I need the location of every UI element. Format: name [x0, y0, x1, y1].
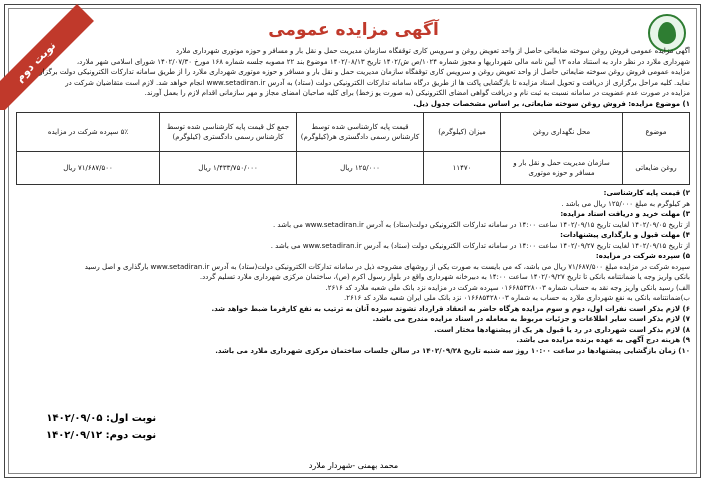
table-header: میزان (کیلوگرم) — [424, 113, 501, 152]
table-header: موضوع — [623, 113, 690, 152]
table-cell: ۱۲۵/۰۰۰ ریال — [297, 152, 424, 185]
table-header: قیمت پایه کارشناسی شده توسط کارشناس رسمی دادگستری هر(کیلوگرم) — [297, 113, 424, 152]
purchase-deadline-text: از تاریخ ۱۴۰۲/۰۹/۰۵ لغایت تاریخ ۱۴۰۲/۰۹/۱۵ ساعت ۱۴:۰۰ در سامانه تدارکات الکترونیکی دولت(ستاد) به آدرس www.setadiran.ir می باشد . — [272, 220, 690, 229]
auction-table — [16, 112, 690, 185]
condition-item: ۸) لازم بذکر است شهرداری در رد یا قبول هر یک از پیشنهادها مختار است. — [434, 325, 690, 334]
section-base-price: ۲) قیمت پایه کارشناسی: — [603, 189, 690, 197]
notice-title: آگهی مزایده عمومی — [268, 20, 439, 40]
condition-item: ۱۰) زمان بازگشایی پیشنهادها در ساعت ۱۰:۰۰ روز سه شنبه تاریخ ۱۴۰۲/۰۹/۲۸ در سالن جلسات ساختمان مرکزی شهرداری ملارد می باشد. — [215, 346, 690, 355]
base-price-text: هر کیلوگرم به مبلغ ۱۲۵/۰۰۰ ریال می باشد . — [561, 199, 690, 208]
intro-line: نماید. کلیه مراحل برگزاری از دریافت و تحویل اسناد مزایده تا بازگشایی پاکت ها از طریق درگاه سامانه تدارکات الکترونیکی دولت (ستاد) به آدرس www.setadiran.ir انجام خواهد شد. لازم است متقاضیان شرکت در — [65, 78, 690, 87]
intro-line: آگهی مزایده عمومی فروش روغن سوخته ضایعاتی حاصل از واحد تعویض روغن و سرویس کاری توقفگاه سازمان مدیریت حمل و نقل بار و مسافر و حوزه موتوری شهرداری ملارد — [175, 47, 690, 55]
condition-item: ۶) لازم بذکر است نفرات اول، دوم و سوم مزایده هرگاه حاضر به انعقاد قرارداد نشوند سپرده آنان به ترتیب به نفع کارفرما ضبط خواهد شد. — [211, 304, 690, 313]
first-round-date: نوبت اول: ۱۴۰۲/۰۹/۰۵ — [46, 413, 157, 424]
signature: محمد بهمنی -شهردار ملارد — [308, 461, 399, 470]
section-deposit: ۵) سپرده شرکت در مزایده: — [595, 252, 690, 260]
intro-line: مزایده در صورت عدم عضویت در سامانه نسبت به ثبت نام و دریافت گواهی امضای الکترونیکی (به صورت یو زخط) برای کلیه صاحبان امضای مجاز و مهر سازمانی اقدام لازم را بعمل آورند. — [144, 89, 690, 97]
table-row — [17, 152, 690, 185]
publication-dates — [46, 410, 156, 444]
table-cell: ۱۱۴۷۰ — [424, 152, 501, 185]
table-cell: روغن ضایعاتی — [623, 152, 690, 185]
condition-item: ۷) لازم بذکر است سایر اطلاعات و جزئیات مربوط به معامله در اسناد مزایده مندرج می باشد. — [372, 315, 690, 323]
section-purchase-deadline: ۳) مهلت خرید و دریافت اسناد مزایده: — [560, 210, 690, 218]
deposit-line: الف) رسید بانکی واریز وجه نقد به حساب شماره ۰۱۶۶۸۵۴۲۸۰۰۳ سپرده شرکت در مزایده نزد بانک ملی شعبه ملارد کد ۲۶۱۶. — [325, 283, 690, 292]
intro-line: مزایده عمومی فروش روغن سوخته ضایعاتی حاصل از واحد تعویض روغن و سرویس کاری توقفگاه سازمان مدیریت حمل و نقل بار و مسافر و حوزه موتوری شهرداری ملارد را از طریق سامانه تدارکات الکترونیکی دولت برگزار — [39, 68, 690, 76]
section-submission-deadline: ۴) مهلت قبول و بارگذاری پیشنهادات: — [560, 231, 690, 239]
deposit-line: ب)ضمانتنامه بانکی به نفع شهرداری ملارد به حساب به شماره ۰۱۶۶۸۵۴۲۸۰۰۳ نزد بانک ملی ایران شعبه ملارد کد ۲۶۱۶. — [344, 294, 690, 302]
deposit-line: سپرده شرکت در مزایده مبلغ ۷۱/۶۸۷/۵۰۰ ریال می باشد، که می بایست به صورت یکی از روشهای مشروحه ذیل در سامانه تدارکات الکترونیکی دولت(ستاد) به آدرس www.setadiran.ir بارگذاری و اصل رسید — [84, 262, 690, 271]
round-badge: نوبت دوم — [0, 4, 94, 110]
intro-line: شهرداری ملارد در نظر دارد به استناد ماده ۱۳ آیین نامه مالی شهرداریها و مجوز شماره ۱۰۲۴/ص ش/۱۴۰۲ تاریخ ۱۴۰۲/۰۸/۱۳ موضوع بند ۲۲ مصوبه جلسه شماره ۱۶۸ مورخ ۱۴۰۲/۰۷/۳۰ شورای اسلامی شهر ملارد، — [76, 57, 690, 66]
notice-body — [16, 46, 690, 356]
submission-deadline-text: از تاریخ ۱۴۰۲/۰۹/۱۵ لغایت تاریخ ۱۴۰۲/۰۹/۲۷ ساعت ۱۴:۰۰ در سامانه تدارکات الکترونیکی دولت (ستاد) به آدرس www.setadiran.ir می باشد . — [270, 241, 690, 250]
table-cell: ۷۱/۶۸۷/۵۰۰ ریال — [17, 152, 160, 185]
table-header: ۵٪ سپرده شرکت در مزایده — [17, 113, 160, 152]
second-round-date: نوبت دوم: ۱۴۰۲/۰۹/۱۲ — [46, 430, 157, 441]
table-header-row — [17, 113, 690, 152]
deposit-line: بانکی واریز وجه یا ضمانتنامه بانکی تا تاریخ ۱۴۰۲/۰۹/۲۷ ساعت ۱۴:۰۰ به دبیرخانه شهرداری واقع در بلوار رسول اکرم (ص)، ساختمان مرکزی شهرداری ملارد تسلیم گردد. — [199, 273, 690, 281]
table-cell: ۱/۴۳۳/۷۵۰/۰۰۰ ریال — [160, 152, 297, 185]
section-subject: ۱) موضوع مزایده: فروش روغن سوخته ضایعاتی، بر اساس مشخصات جدول ذیل. — [413, 99, 690, 108]
table-cell: سازمان مدیریت حمل و نقل بار و مسافر و حوزه موتوری — [501, 152, 623, 185]
table-header: محل نگهداری روغن — [501, 113, 623, 152]
table-header: جمع کل قیمت پایه کارشناسی شده توسط کارشناس رسمی دادگستری (کیلوگرم) — [160, 113, 297, 152]
condition-item: ۹) هزینه درج آگهی به عهده برنده مزایده می باشد. — [516, 336, 690, 344]
